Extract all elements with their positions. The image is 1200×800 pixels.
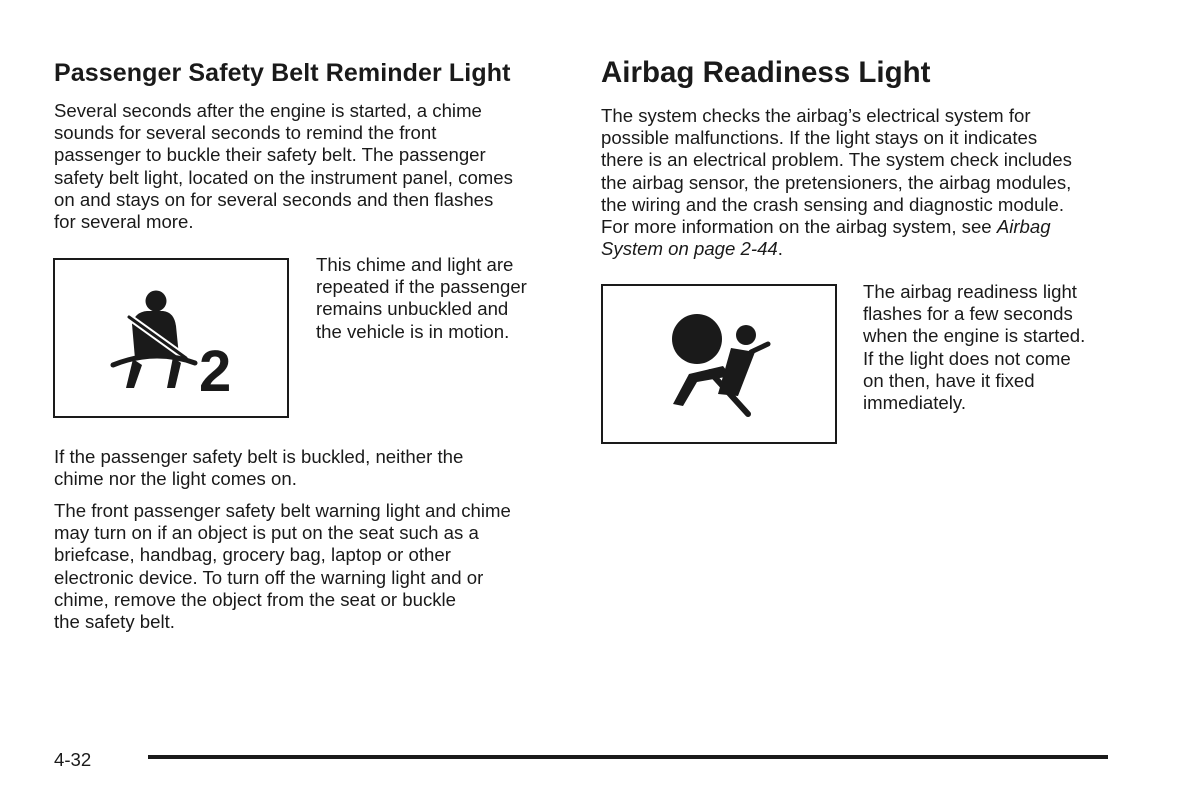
text-line: when the engine is started.: [863, 325, 1086, 347]
text-line: electronic device. To turn off the warning light and or: [54, 566, 484, 588]
text-line: The airbag readiness light: [863, 281, 1077, 302]
repeat-paragraph: [316, 254, 527, 343]
airbag-readiness-icon: [603, 286, 839, 446]
text-line: Several seconds after the engine is started, a chime: [54, 100, 482, 121]
text-line: possible malfunctions. If the light stays on it indicates: [601, 127, 1038, 149]
object-paragraph: [54, 500, 511, 633]
text-line: briefcase, handbag, grocery bag, laptop or other: [54, 544, 451, 566]
text-line: on and stays on for several seconds and then flashes: [54, 188, 494, 210]
passenger-seatbelt-icon-box: [53, 258, 289, 418]
reference-line-continued: [601, 238, 1072, 260]
text-line: If the light does not come: [863, 347, 1071, 369]
text-line: chime nor the light comes on.: [54, 468, 297, 490]
text-line: remains unbuckled and: [316, 298, 509, 320]
text-line: passenger to buckle their safety belt. The passenger: [54, 144, 486, 166]
section-heading-airbag: Airbag Readiness Light: [601, 56, 931, 89]
text-line: there is an electrical problem. The system check includes: [601, 149, 1072, 171]
section-heading-passenger-belt: Passenger Safety Belt Reminder Light: [54, 59, 511, 87]
text-line: The front passenger safety belt warning light and chime: [54, 500, 511, 521]
buckled-paragraph: [54, 446, 463, 490]
text-line: If the passenger safety belt is buckled, neither the: [54, 446, 464, 467]
text-line: for several more.: [54, 211, 194, 233]
text-line: the airbag sensor, the pretensioners, the airbag modules,: [601, 171, 1072, 193]
airbag-body-paragraph: [601, 105, 1072, 260]
seat-number-label: 2: [199, 339, 232, 404]
text-line: immediately.: [863, 392, 966, 414]
page-number: 4-32: [54, 749, 92, 770]
airbag-system-page-reference[interactable]: System on page 2-44: [601, 238, 778, 260]
text-line: This chime and light are: [316, 254, 514, 275]
text-line: on then, have it fixed: [863, 369, 1035, 391]
text-line: The system checks the airbag’s electrical system for: [601, 105, 1031, 126]
reference-suffix: .: [777, 238, 783, 260]
passenger-seatbelt-reminder-icon: [55, 260, 291, 420]
text-line: sounds for several seconds to remind the front: [54, 122, 437, 144]
text-line: may turn on if an object is put on the seat such as a: [54, 522, 479, 544]
text-line: the wiring and the crash sensing and diagnostic module.: [601, 193, 1065, 215]
airbag-system-reference[interactable]: Airbag: [996, 216, 1051, 238]
text-line: repeated if the passenger: [316, 276, 527, 298]
text-line: the safety belt.: [54, 611, 175, 633]
reference-prefix: For more information on the airbag system, see: [601, 216, 997, 238]
text-line: flashes for a few seconds: [863, 303, 1073, 325]
text-line: chime, remove the object from the seat or buckle: [54, 588, 457, 610]
intro-paragraph: [54, 100, 513, 233]
text-line: the vehicle is in motion.: [316, 320, 510, 342]
text-line: safety belt light, located on the instrument panel, comes: [54, 166, 513, 188]
footer-rule: [148, 755, 1108, 759]
airbag-flash-paragraph: [863, 281, 1085, 414]
airbag-icon-box: [601, 284, 837, 444]
reference-line: [601, 216, 1072, 238]
